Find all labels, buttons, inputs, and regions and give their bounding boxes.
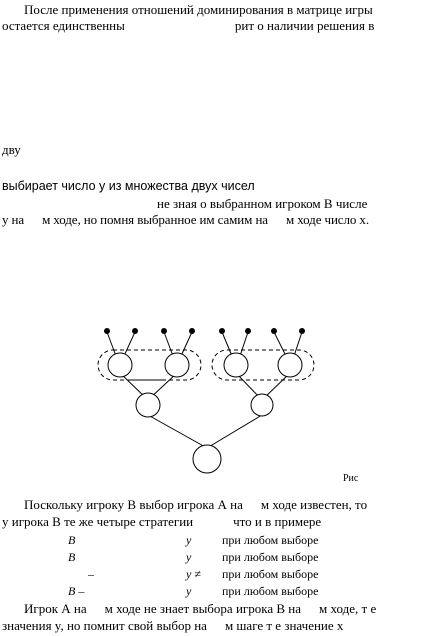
leaf-node: [132, 328, 138, 334]
text-line-4: [2, 178, 426, 194]
leaf-node: [245, 328, 251, 334]
text-line-3: [2, 142, 426, 158]
strategy-2-mid: y: [186, 550, 192, 564]
node-level2: [224, 353, 248, 377]
strategy-4-mid: y: [186, 584, 192, 598]
leaf-node: [189, 328, 195, 334]
tree-edge: [148, 415, 207, 448]
line-9b-text: м ходе не знает выбора игрока В на: [104, 601, 302, 616]
text-line-7: [2, 497, 426, 513]
line-3-text: дву: [2, 142, 21, 157]
line-2a-text: остается единственны: [2, 18, 125, 33]
line-9a-text: Игрок А на: [24, 601, 87, 616]
leaf-node: [104, 328, 110, 334]
strategy-1-player: B: [68, 533, 76, 547]
text-line-5: [2, 196, 426, 212]
line-6b-text: м ходе, но помня выбранное им самим на: [42, 212, 268, 227]
root-node: [193, 445, 221, 473]
line-4-text: выбирает число y из множества двух чисел: [2, 179, 255, 193]
figure-label: Рис: [343, 473, 359, 484]
strategy-3-tail: при любом выборе: [222, 567, 319, 581]
line-6a-text: y на: [2, 212, 25, 227]
line-10-text: значения y, но помнит свой выбор на: [2, 618, 207, 633]
node-level2: [108, 353, 132, 377]
line-5-text: не зная о выбранном игроком В числе: [157, 196, 368, 211]
line-7b-text: м ходе известен, то: [260, 497, 368, 512]
node-level1-left: [136, 393, 160, 417]
text-line-8: [2, 514, 426, 530]
strategy-2-tail: при любом выборе: [222, 550, 319, 564]
line-8a-text: у игрока В те же четыре стратегии: [2, 514, 194, 529]
text-line-9: [2, 601, 426, 617]
strategy-1-mid: y: [186, 533, 192, 547]
tree-edge: [207, 415, 262, 448]
strategy-1-tail: при любом выборе: [222, 533, 319, 547]
strategy-3-player: –: [88, 567, 94, 581]
leaf-node: [219, 328, 225, 334]
strategy-3-mid: y ≠: [186, 567, 201, 581]
text-line-1: [2, 2, 426, 18]
node-level1-right: [251, 394, 273, 416]
strategy-2-player: B: [68, 550, 76, 564]
strategy-4-tail: при любом выборе: [222, 584, 319, 598]
game-tree-figure: [90, 320, 330, 480]
leaf-node: [299, 328, 305, 334]
strategy-4-player: B –: [68, 584, 85, 598]
leaf-node: [271, 328, 277, 334]
node-level2: [165, 353, 189, 377]
text-line-10: [2, 618, 426, 634]
line-10b-text: м шаге т е значение x: [224, 618, 344, 633]
node-level2: [278, 353, 302, 377]
line-7a-text: Поскольку игроку В выбор игрока А на: [24, 497, 243, 512]
leaf-node: [161, 328, 167, 334]
line-6c-text: м ходе число x.: [285, 212, 369, 227]
text-line-6: [2, 212, 426, 228]
line-9c-text: м ходе, т е: [319, 601, 377, 616]
line-2b-text: рит о наличии решения в: [234, 18, 375, 33]
text-line-2: [2, 18, 426, 34]
line-8b-text: что и в примере: [233, 514, 322, 529]
line-1-text: После применения отношений доминирования в матрице игры: [24, 2, 373, 17]
